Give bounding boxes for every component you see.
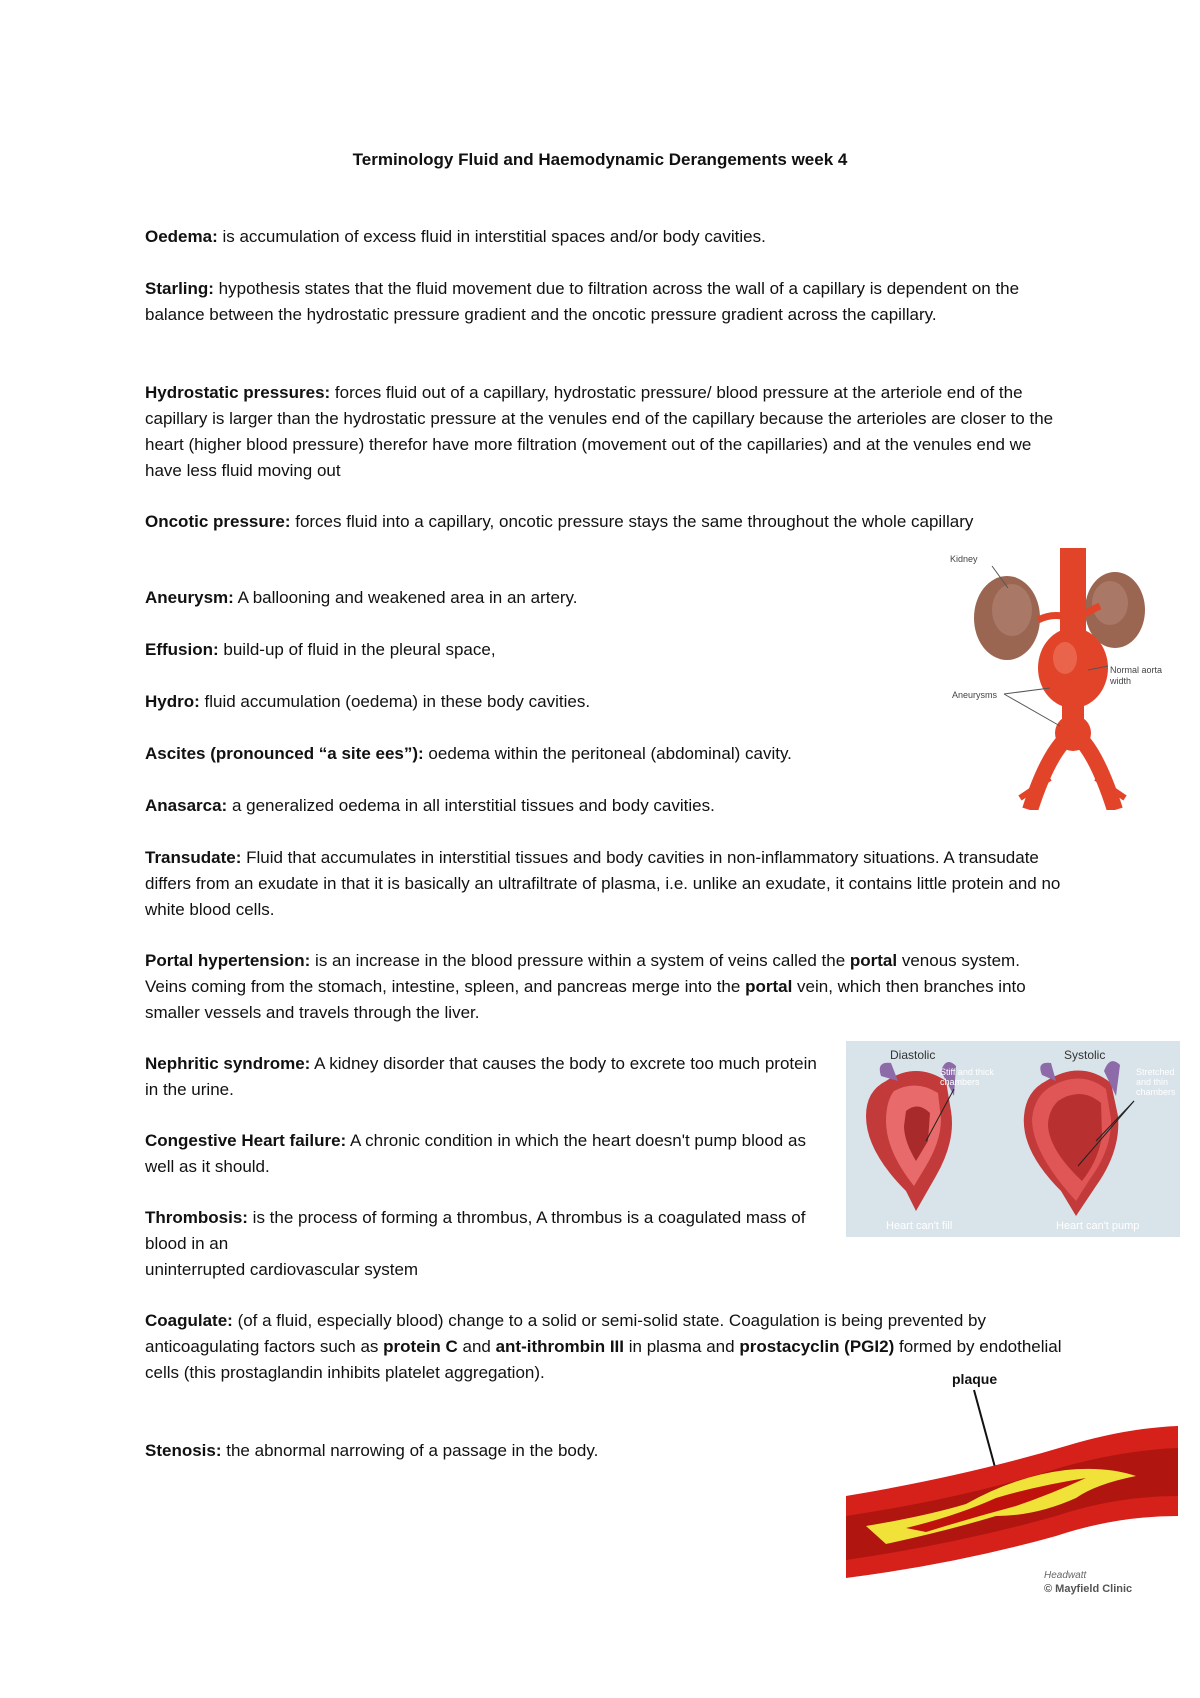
normal-aorta-label: Normal aorta [1110, 665, 1163, 675]
page-title: Terminology Fluid and Haemodynamic Derangements week 4 [352, 150, 848, 169]
entry-thrombosis: Thrombosis: is the process of forming a thrombus, A thrombus is a coagulated mass of blood in an uninterrupted cardiovascular system [145, 1208, 806, 1279]
stretched-label-line2: and thin [1136, 1077, 1169, 1087]
normal-aorta-width-label: width [1110, 676, 1132, 686]
plaque-label: plaque [952, 1371, 998, 1387]
entry-hydrostatic: Hydrostatic pressures: forces fluid out of a capillary, hydrostatic pressure/ blood pressure at the arteriole end of the capillary is larger than the hydrostatic pressure at the venules end of the capillary because the arterioles are closer to the heart (higher blood pressure) therefor have more filtration (movement out of the capillaries) and at the venules end we have less fluid moving out [145, 383, 1054, 480]
entry-effusion: Effusion: build-up of fluid in the pleural space, [145, 640, 496, 659]
entry-transudate: Transudate: Fluid that accumulates in interstitial tissues and body cavities in non-inflammatory situations. A transudate differs from an exudate in that it is basically an ultrafiltrate of plasma, i.e. unlike an exudate, it contains little protein and no white blood cells. [145, 848, 1061, 919]
entry-starling: Starling: hypothesis states that the fluid movement due to filtration across the wall of a capillary is dependent on the balance between the hydrostatic pressure gradient and the oncotic pressure gradient across the capillary. [145, 279, 1020, 324]
entry-aneurysm: Aneurysm: A ballooning and weakened area in an artery. [145, 588, 578, 607]
entry-nephritic: Nephritic syndrome: A kidney disorder that causes the body to excrete too much protein in the urine. [145, 1054, 817, 1099]
entry-anasarca: Anasarca: a generalized oedema in all interstitial tissues and body cavities. [145, 796, 715, 815]
stretched-label-line1: Stretched [1136, 1067, 1175, 1077]
diastolic-label: Diastolic [890, 1048, 936, 1062]
kidney-label: Kidney [950, 554, 978, 564]
copyright-credit: © Mayfield Clinic [1044, 1583, 1133, 1595]
plaque-artery-figure [846, 1366, 1178, 1606]
entry-oedema: Oedema: is accumulation of excess fluid in interstitial spaces and/or body cavities. [145, 227, 766, 246]
entry-ascites: Ascites (pronounced “a site ees”): oedema within the peritoneal (abdominal) cavity. [145, 744, 792, 763]
stiff-thick-label-line1: Stiff and thick [940, 1067, 994, 1077]
systolic-label: Systolic [1064, 1048, 1106, 1062]
heart-cant-fill-label: Heart can't fill [886, 1220, 953, 1232]
aortic-aneurysm-figure [950, 548, 1170, 810]
artist-signature: Headwatt [1044, 1570, 1087, 1581]
heart-failure-figure [846, 1041, 1180, 1237]
stretched-label-line3: chambers [1136, 1087, 1176, 1097]
heart-cant-pump-label: Heart can't pump [1056, 1220, 1140, 1232]
stiff-thick-label-line2: chambers [940, 1077, 980, 1087]
aneurysms-label: Aneurysms [952, 690, 998, 700]
entry-chf: Congestive Heart failure: A chronic condition in which the heart doesn't pump blood as well as it should. [145, 1131, 806, 1176]
entry-oncotic: Oncotic pressure: forces fluid into a capillary, oncotic pressure stays the same throughout the whole capillary [145, 512, 974, 531]
entry-hydro: Hydro: fluid accumulation (oedema) in these body cavities. [145, 692, 591, 711]
entry-stenosis: Stenosis: the abnormal narrowing of a passage in the body. [145, 1441, 599, 1460]
entry-portal-hypertension: Portal hypertension: is an increase in the blood pressure within a system of veins called the portal venous system. Veins coming from the stomach, intestine, spleen, and pancreas merge into the portal vein, which then branches into smaller vessels and travels through the liver. [145, 951, 1026, 1022]
entry-coagulate: Coagulate: (of a fluid, especially blood) change to a solid or semi-solid state. Coagulation is being prevented by anticoagulating factors such as protein C and ant-ithrombin III in plasma and prostacyclin (PGI2) formed by endothelial cells (this prostaglandin inhibits platelet aggregation). [145, 1311, 1062, 1382]
